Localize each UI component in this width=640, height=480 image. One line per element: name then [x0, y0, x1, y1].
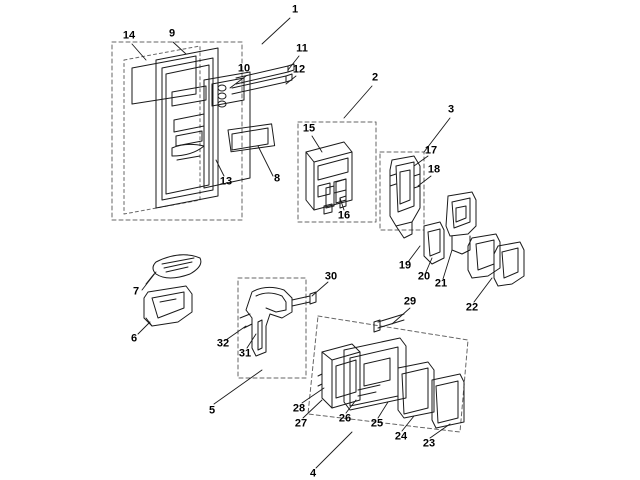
door-dispenser-recess [204, 72, 275, 188]
leader-lines [132, 18, 492, 468]
door-hinge-pins [218, 64, 294, 107]
callout-13: 13 [219, 175, 233, 188]
group-2-dashed-box [298, 122, 376, 222]
callout-14: 14 [122, 29, 136, 42]
callout-17: 17 [424, 144, 438, 157]
dispenser-cover-24 [398, 362, 434, 418]
callout-12: 12 [292, 63, 306, 76]
callout-19: 19 [398, 259, 412, 272]
callout-1: 1 [291, 3, 299, 16]
callout-31: 31 [238, 347, 252, 360]
callout-28: 28 [292, 402, 306, 415]
callout-4: 4 [309, 467, 317, 480]
bracket-part-6 [144, 286, 192, 326]
dispenser-cover-23 [432, 374, 464, 428]
callout-8: 8 [273, 172, 281, 185]
callout-30: 30 [324, 270, 338, 283]
dispenser-panel-26 [344, 338, 406, 410]
callout-5: 5 [208, 404, 216, 417]
callout-20: 20 [417, 270, 431, 283]
callout-3: 3 [447, 103, 455, 116]
callout-25: 25 [370, 417, 384, 430]
callout-23: 23 [422, 437, 436, 450]
ice-scoop-part-7 [146, 255, 201, 284]
callout-16: 16 [337, 209, 351, 222]
hinge-bracket [390, 156, 420, 238]
dispenser-tube-29 [374, 314, 404, 332]
lever-support-assembly [240, 287, 316, 356]
callout-32: 32 [216, 337, 230, 350]
callout-7: 7 [132, 285, 140, 298]
callout-11: 11 [296, 42, 308, 55]
callout-18: 18 [427, 163, 441, 176]
callout-10: 10 [237, 62, 251, 75]
door-frame [156, 48, 218, 208]
callout-21: 21 [434, 277, 448, 290]
callout-29: 29 [403, 295, 417, 308]
callout-24: 24 [394, 430, 408, 443]
callout-6: 6 [130, 332, 138, 345]
dispenser-small-brackets [424, 192, 524, 286]
callout-26: 26 [338, 412, 352, 425]
callout-9: 9 [168, 27, 176, 40]
callout-15: 15 [302, 122, 316, 135]
callout-2: 2 [371, 71, 379, 84]
callout-27: 27 [294, 417, 308, 430]
dispenser-housing [318, 344, 360, 408]
callout-22: 22 [465, 301, 479, 314]
